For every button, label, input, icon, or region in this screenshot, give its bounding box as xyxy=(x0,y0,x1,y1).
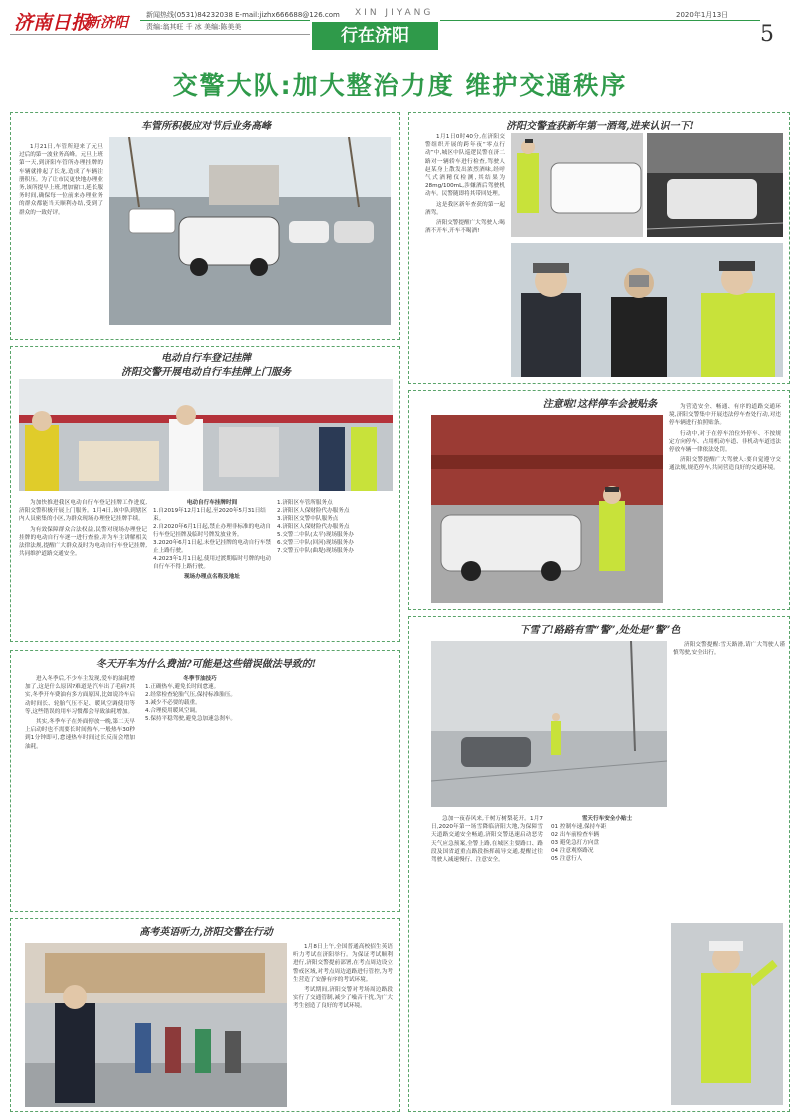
header-divider xyxy=(10,34,310,35)
article-title: 冬天开车为什么费油?可能是这些错误做法导致的! xyxy=(95,659,317,670)
tips-block xyxy=(551,815,663,1105)
paragraph: 1月21日,车管所迎来了元旦过后的第一波业务高峰。元旦上班第一天,到济阳车管所办理挂牌的车辆就排起了长龙,造成了车辆注册积压。为了让市民更快地办理业务,该所提早上班,增加窗口,延长服务时间,确保每一位前来办理业务的群众都能当天顺利办结,受到了群众的一致好评。 xyxy=(19,144,103,216)
tip-item: 01 控制车速,保持车距 xyxy=(551,824,607,830)
article-parking-office xyxy=(10,112,400,340)
paragraph: 其实,冬季车子在外面停放一晚,第二天早上启动时也不需要长时间热车,一般热车30秒到1分钟即可,怠速热车时间过长反而会增加油耗。 xyxy=(25,719,135,750)
tip-item: 4.合理使用暖风空调。 xyxy=(145,708,201,714)
photo-officer-snow xyxy=(671,923,783,1105)
article-body xyxy=(19,143,103,333)
article-title: 下雪了!路路有雪“警”,处处是“警”色 xyxy=(519,625,681,636)
photo-car-queue xyxy=(109,137,391,325)
tip-item: 1.正确热车,避免长时间怠速。 xyxy=(145,684,220,690)
tips-title: 雪天行车安全小贴士 xyxy=(581,816,633,822)
paragraph: 急加一夜春风来,千树万树梨花开。1月7日,2020年第一场雪降临济阳大地,为保障雪天道路交通安全畅通,济阳交警迅速启动恶劣天气应急预案,全警上路,在城区主要路口、路段及国省道重点路段指挥疏导交通,提醒过往驾驶人减速慢行、注意安全。 xyxy=(431,816,543,864)
tips-block xyxy=(145,675,255,907)
tip-item: 04 注意观察路况 xyxy=(551,848,594,854)
tip-item: 03 避免急打方向盘 xyxy=(551,840,600,846)
paragraph: 为加快推进我区电动自行车登记挂牌工作进度,济阳交警积极开展上门服务。1月4日,该中队到辖区内人员密集的小区,为群众现场办理登记挂牌手续。 xyxy=(19,500,147,523)
paragraph: 行动中,对于在停车泊位外停车、不按规定方向停车、占用机动车道、非机动车道违法停放车辆一律依法处罚。 xyxy=(669,430,781,454)
location-item: 1.济阳区车管所服务点 xyxy=(277,500,333,506)
page-headline: 交警大队:加大整治力度 维护交通秩序 xyxy=(172,71,628,100)
location-item: 6.交警三中队(回河)现场服务办 xyxy=(277,540,354,546)
article-exam-escort xyxy=(10,918,400,1112)
tips-title: 冬季节油技巧 xyxy=(183,676,217,682)
article-title: 济阳交警查获新年第一酒驾,进来认识一下! xyxy=(506,121,694,132)
photo-ebike-service xyxy=(19,379,393,491)
notice-block xyxy=(153,499,271,637)
tip-item: 5.保持平稳驾驶,避免急加速急刹车。 xyxy=(145,716,237,722)
photo-parking-night xyxy=(647,133,783,237)
page-number: 5 xyxy=(760,22,774,47)
tip-item: 02 出车前检查车辆 xyxy=(551,832,600,838)
article-body xyxy=(25,675,135,907)
article-title-line2: 济阳交警开展电动自行车挂牌上门服务 xyxy=(121,367,291,378)
article-body xyxy=(293,943,393,1107)
article-body xyxy=(669,403,781,603)
contact-info: 新闻热线(0531)84232038 E-mail:jizhx666688@126.com xyxy=(146,11,340,19)
location-item: 2.济阳区人保财险代办服务点 xyxy=(277,508,350,514)
paragraph: 济阳交警提醒广大驾驶人:喝酒不开车,开车不喝酒! xyxy=(425,220,505,235)
article-winter-fuel xyxy=(10,650,400,912)
edition-name: 新济阳 xyxy=(86,15,128,31)
paragraph: 1月1日0时40分,在济阳交警组织开展的跨年夜“零点行动”中,城区中队巡逻民警在济二路对一辆轿车进行检查,驾驶人赵某身上散发出浓烈酒味,经呼气式酒精仪检测,其结果为28mg/100mL,涉嫌酒后驾驶机动车。民警随即将其带回处理。 xyxy=(425,134,505,198)
photo-exam-traffic xyxy=(25,943,287,1107)
photo-snow-traffic xyxy=(431,641,667,807)
location-item: 3.济阳区交警中队服务点 xyxy=(277,516,339,522)
locations-title: 现场办理点名称及地址 xyxy=(184,574,240,580)
issue-date: 2020年1月13日 xyxy=(676,11,729,19)
notice-item: 3.2020年6月1日起,未登记挂牌的电动自行车禁止上路行驶。 xyxy=(153,540,271,554)
article-title: 高考英语听力,济阳交警在行动 xyxy=(139,927,273,938)
editors-line: 责编:翁其旺 千 冰 美编:陈美美 xyxy=(146,23,242,31)
notice-item: 1.自2019年12月1日起,至2020年5月31日结束。 xyxy=(153,508,266,522)
notice-item: 2.自2020年6月1日起,禁止办理非标准的电动自行车登记挂牌及临时号牌发放业务。 xyxy=(153,524,271,538)
paragraph: 为营造安全、畅通、有序的道路交通环境,济阳交警集中开展违法停车查处行动,对违停车辆进行拍照贴条。 xyxy=(669,404,781,427)
photo-parking-ticket xyxy=(431,415,663,603)
paragraph: 进入冬季后,不少车主发现,爱车的油耗增加了,这是什么原因?难道是汽车出了毛病?其实,冬季开车费油有多方面原因,比如说冷车启动时间长、轮胎气压不足、暖风空调使用等等,这些错误的用车习惯都会导致油耗增加。 xyxy=(25,676,135,715)
article-title: 注意啦!这样停车会被贴条 xyxy=(542,399,658,410)
tip-item: 3.减少不必要的载重。 xyxy=(145,700,201,706)
notice-item: 4.2023年1月1日起,使用过渡期临时号牌的电动自行车不得上路行驶。 xyxy=(153,556,271,570)
location-item: 7.交警五中队(曲堤)现场服务办 xyxy=(277,548,354,554)
article-body-col2 xyxy=(673,641,785,917)
location-item: 4.济阳区人保财险代办服务点 xyxy=(277,524,350,530)
paragraph: 1月8日上午,全国普通高校招生英语听力考试在济阳举行。为保证考试顺利进行,济阳交警提前部署,在考点周边设立警戒区域,对考点周边道路进行管控,为考生营造了安静有序的考试环境。 xyxy=(293,944,393,983)
locations-list xyxy=(277,499,395,637)
article-parking-ticket xyxy=(408,390,790,610)
article-title-line1: 电动自行车登记挂牌 xyxy=(161,353,251,364)
article-body xyxy=(19,499,147,637)
paragraph: 考试期间,济阳交警对考场周边路段实行了交通管制,减少了噪音干扰,为广大考生创造了良好的考试环境。 xyxy=(293,987,393,1010)
section-title: 行在济阳 xyxy=(312,22,438,50)
section-pinyin: XIN JIYANG xyxy=(355,8,434,18)
article-ebike-registration xyxy=(10,346,400,642)
photo-officer-car xyxy=(511,133,643,237)
notice-title: 电动自行车挂牌时间 xyxy=(186,500,238,506)
article-snow-duty xyxy=(408,616,790,1112)
article-body xyxy=(431,815,543,1105)
paragraph: 济阳交警提醒:雪天路滑,请广大驾驶人谨慎驾驶,安全出行。 xyxy=(673,642,785,657)
article-drunk-driving xyxy=(408,112,790,384)
header-rule-right xyxy=(440,20,760,21)
photo-breath-test xyxy=(511,243,783,377)
tip-item: 2.经常检查轮胎气压,保持标准胎压。 xyxy=(145,692,237,698)
paper-logo: 济南日报 xyxy=(14,12,91,34)
article-body xyxy=(425,133,505,377)
paragraph: 这是我区新年查获的第一起酒驾。 xyxy=(425,201,505,216)
article-title: 车管所积极应对节后业务高峰 xyxy=(141,121,271,132)
paragraph: 济阳交警提醒广大驾驶人:要自觉遵守交通法规,规范停车,共同营造良好的交通环境。 xyxy=(669,457,781,472)
header-rule-left xyxy=(140,20,310,21)
tip-item: 05 注意行人 xyxy=(551,856,583,862)
location-item: 5.交警二中队(太平)现场服务办 xyxy=(277,532,354,538)
paragraph: 为有效保障群众合法权益,民警对现场办理登记挂牌的电动自行车逐一进行查验,并为车主讲解相关法律法规,提醒广大群众及时为电动自行车登记挂牌,共同维护道路交通安全。 xyxy=(19,526,147,558)
